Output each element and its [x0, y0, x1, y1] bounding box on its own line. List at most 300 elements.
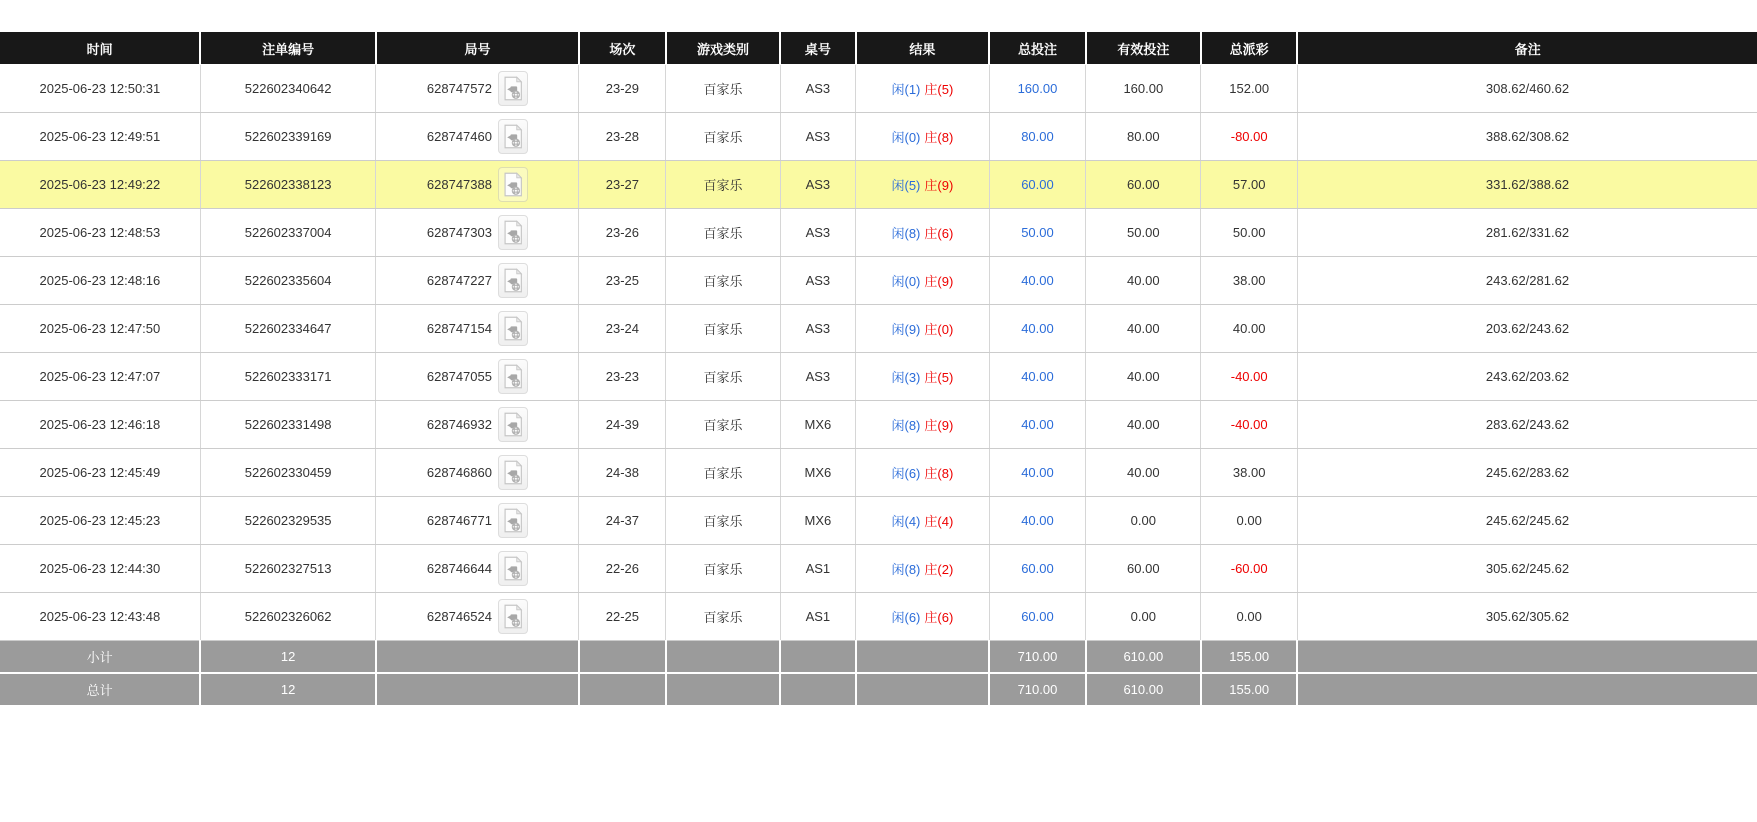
remark-value: 245.62/245.62: [1485, 513, 1570, 528]
table-number-label: MX6: [804, 513, 832, 528]
payout-value: -60.00: [1230, 561, 1268, 576]
game-type-label: 百家乐: [703, 370, 743, 385]
result-banker: 庄(9): [924, 274, 954, 289]
cell-game_type: [666, 65, 780, 113]
subtotal-row: [0, 641, 1757, 674]
cell-table_no: [780, 401, 856, 449]
bet-record-row[interactable]: [0, 65, 1757, 113]
payout-value: -40.00: [1230, 369, 1268, 384]
remark-value: 245.62/283.62: [1485, 465, 1570, 480]
total-bet-value: 40.00: [1021, 273, 1054, 288]
payout-value: 0.00: [1236, 609, 1262, 624]
table-footer: [0, 641, 1757, 707]
bet-record-row[interactable]: [0, 497, 1757, 545]
round-number: 628747572: [426, 81, 492, 96]
video-file-icon[interactable]: [498, 215, 528, 250]
game-type-label: 百家乐: [703, 466, 743, 481]
cell-bet_no: [200, 161, 376, 209]
cell-remark: [1297, 545, 1757, 593]
cell-result: [856, 353, 990, 401]
cell-game_type: [666, 497, 780, 545]
bet-number: 522602340642: [244, 81, 332, 96]
result-player: 闲(3): [891, 370, 921, 385]
cell-result: [856, 161, 990, 209]
round-cell: [427, 551, 528, 586]
payout-value: 38.00: [1232, 465, 1266, 480]
cell-payout: [1201, 449, 1298, 497]
cell-round_no: [376, 449, 579, 497]
total-row: [0, 673, 1757, 706]
game-type-label: 百家乐: [703, 562, 743, 577]
round-number: 628746524: [426, 609, 492, 624]
subtotal-row-payout: 155.00: [1201, 641, 1298, 674]
cell-bet_no: [200, 545, 376, 593]
bet-record-row[interactable]: [0, 161, 1757, 209]
cell-payout: [1201, 401, 1298, 449]
total-bet-value: 50.00: [1021, 225, 1054, 240]
total-bet-value: 60.00: [1021, 609, 1054, 624]
bet-time: 2025-06-23 12:49:51: [39, 129, 161, 144]
cell-total_bet: [989, 353, 1086, 401]
cell-bet_no: [200, 257, 376, 305]
result-player: 闲(8): [891, 562, 921, 577]
cell-table_no: [780, 65, 856, 113]
table-number-label: AS3: [805, 177, 831, 192]
cell-bet_no: [200, 353, 376, 401]
bet-record-row[interactable]: [0, 209, 1757, 257]
round-cell: [427, 167, 528, 202]
cell-time: [0, 161, 200, 209]
game-type-label: 百家乐: [703, 418, 743, 433]
bet-record-row[interactable]: [0, 113, 1757, 161]
total-bet-value: 40.00: [1021, 513, 1054, 528]
bet-time: 2025-06-23 12:47:50: [39, 321, 161, 336]
session-label: 23-29: [605, 81, 640, 96]
cell-result: [856, 209, 990, 257]
video-file-icon[interactable]: [498, 455, 528, 490]
bet-number: 522602334647: [244, 321, 332, 336]
result-player: 闲(1): [891, 82, 921, 97]
session-label: 24-37: [605, 513, 640, 528]
cell-game_type: [666, 545, 780, 593]
cell-game_type: [666, 449, 780, 497]
cell-round_no: [376, 305, 579, 353]
bet-number: 522602329535: [244, 513, 332, 528]
cell-time: [0, 305, 200, 353]
bet-record-row[interactable]: [0, 449, 1757, 497]
empty-cell: [666, 641, 780, 674]
game-type-label: 百家乐: [703, 178, 743, 193]
cell-bet_no: [200, 305, 376, 353]
cell-game_type: [666, 257, 780, 305]
result-player: 闲(8): [891, 226, 921, 241]
cell-total_bet: [989, 113, 1086, 161]
round-cell: [427, 215, 528, 250]
table-number-label: AS3: [805, 369, 831, 384]
cell-result: [856, 65, 990, 113]
video-file-icon[interactable]: [498, 599, 528, 634]
empty-cell: [376, 641, 579, 674]
bet-record-row[interactable]: [0, 257, 1757, 305]
cell-payout: [1201, 257, 1298, 305]
column-header-bet_no: 注单编号: [200, 32, 376, 65]
round-number: 628747460: [426, 129, 492, 144]
payout-value: -40.00: [1230, 417, 1268, 432]
cell-remark: [1297, 65, 1757, 113]
cell-payout: [1201, 545, 1298, 593]
table-number-label: AS3: [805, 129, 831, 144]
cell-payout: [1201, 497, 1298, 545]
cell-table_no: [780, 113, 856, 161]
round-cell: [427, 119, 528, 154]
result-player: 闲(4): [891, 514, 921, 529]
cell-session: [579, 353, 666, 401]
cell-time: [0, 449, 200, 497]
cell-session: [579, 401, 666, 449]
bet-time: 2025-06-23 12:45:23: [39, 513, 161, 528]
cell-payout: [1201, 161, 1298, 209]
cell-total_bet: [989, 401, 1086, 449]
total-bet-value: 40.00: [1021, 465, 1054, 480]
session-label: 23-24: [605, 321, 640, 336]
empty-cell: [780, 641, 856, 674]
round-number: 628746771: [426, 513, 492, 528]
game-type-label: 百家乐: [703, 274, 743, 289]
column-header-remark: 备注: [1297, 32, 1757, 65]
cell-table_no: [780, 161, 856, 209]
cell-total_bet: [989, 161, 1086, 209]
cell-total_bet: [989, 545, 1086, 593]
cell-payout: [1201, 65, 1298, 113]
video-file-icon[interactable]: [498, 407, 528, 442]
cell-game_type: [666, 305, 780, 353]
cell-round_no: [376, 593, 579, 641]
result-banker: 庄(8): [924, 466, 954, 481]
empty-cell: [666, 673, 780, 706]
round-number: 628746860: [426, 465, 492, 480]
cell-table_no: [780, 353, 856, 401]
cell-result: [856, 449, 990, 497]
table-number-label: AS3: [805, 81, 831, 96]
column-header-table_no: 桌号: [780, 32, 856, 65]
result-banker: 庄(8): [924, 130, 954, 145]
cell-remark: [1297, 593, 1757, 641]
column-header-payout: 总派彩: [1201, 32, 1298, 65]
empty-cell: [856, 641, 990, 674]
total-bet-value: 40.00: [1021, 417, 1054, 432]
bet-number: 522602338123: [244, 177, 332, 192]
session-label: 24-39: [605, 417, 640, 432]
result-banker: 庄(6): [924, 226, 954, 241]
bet-time: 2025-06-23 12:44:30: [39, 561, 161, 576]
remark-value: 305.62/305.62: [1485, 609, 1570, 624]
table-number-label: AS1: [805, 609, 831, 624]
empty-cell: [579, 673, 666, 706]
total-row-label: 总计: [0, 673, 200, 706]
cell-time: [0, 209, 200, 257]
bet-record-row[interactable]: [0, 545, 1757, 593]
cell-session: [579, 593, 666, 641]
cell-valid_bet: [1086, 497, 1201, 545]
valid-bet-value: 160.00: [1123, 81, 1164, 96]
cell-round_no: [376, 401, 579, 449]
cell-bet_no: [200, 113, 376, 161]
cell-session: [579, 545, 666, 593]
result-banker: 庄(9): [924, 418, 954, 433]
table-number-label: AS3: [805, 273, 831, 288]
cell-remark: [1297, 209, 1757, 257]
game-type-label: 百家乐: [703, 226, 743, 241]
payout-value: 0.00: [1236, 513, 1262, 528]
table-header: [0, 32, 1757, 65]
session-label: 23-23: [605, 369, 640, 384]
remark-value: 308.62/460.62: [1485, 81, 1570, 96]
total-bet-value: 80.00: [1021, 129, 1054, 144]
round-cell: [427, 71, 528, 106]
cell-table_no: [780, 305, 856, 353]
cell-remark: [1297, 113, 1757, 161]
payout-value: 57.00: [1232, 177, 1266, 192]
result-banker: 庄(2): [924, 562, 954, 577]
cell-total_bet: [989, 257, 1086, 305]
valid-bet-value: 50.00: [1127, 225, 1160, 240]
cell-result: [856, 545, 990, 593]
cell-result: [856, 113, 990, 161]
video-file-icon[interactable]: [498, 359, 528, 394]
column-header-time: 时间: [0, 32, 200, 65]
cell-game_type: [666, 353, 780, 401]
payout-value: -80.00: [1230, 129, 1268, 144]
remark-value: 331.62/388.62: [1485, 177, 1570, 192]
round-cell: [427, 503, 528, 538]
valid-bet-value: 60.00: [1127, 177, 1160, 192]
cell-round_no: [376, 497, 579, 545]
cell-result: [856, 497, 990, 545]
remark-value: 203.62/243.62: [1485, 321, 1570, 336]
subtotal-row-total-bet: 710.00: [989, 641, 1086, 674]
empty-cell: [376, 673, 579, 706]
cell-remark: [1297, 449, 1757, 497]
cell-session: [579, 65, 666, 113]
cell-result: [856, 305, 990, 353]
round-cell: [427, 407, 528, 442]
empty-cell: [1297, 673, 1757, 706]
cell-bet_no: [200, 593, 376, 641]
remark-value: 283.62/243.62: [1485, 417, 1570, 432]
cell-time: [0, 353, 200, 401]
bet-number: 522602333171: [244, 369, 332, 384]
valid-bet-value: 0.00: [1130, 513, 1156, 528]
bet-record-row[interactable]: [0, 305, 1757, 353]
total-row-total-bet: 710.00: [989, 673, 1086, 706]
result-player: 闲(6): [891, 466, 921, 481]
cell-remark: [1297, 161, 1757, 209]
cell-table_no: [780, 593, 856, 641]
empty-cell: [780, 673, 856, 706]
cell-result: [856, 257, 990, 305]
total-row-payout: 155.00: [1201, 673, 1298, 706]
video-file-icon[interactable]: [498, 167, 528, 202]
result-banker: 庄(5): [924, 370, 954, 385]
result-player: 闲(9): [891, 322, 921, 337]
result-player: 闲(0): [891, 130, 921, 145]
round-number: 628747055: [426, 369, 492, 384]
empty-cell: [579, 641, 666, 674]
subtotal-row-label: 小计: [0, 641, 200, 674]
video-file-icon[interactable]: [498, 119, 528, 154]
cell-payout: [1201, 593, 1298, 641]
valid-bet-value: 40.00: [1127, 321, 1160, 336]
cell-remark: [1297, 353, 1757, 401]
cell-valid_bet: [1086, 65, 1201, 113]
bet-record-row[interactable]: [0, 353, 1757, 401]
column-header-total_bet: 总投注: [989, 32, 1086, 65]
cell-payout: [1201, 305, 1298, 353]
video-file-icon[interactable]: [498, 263, 528, 298]
cell-game_type: [666, 209, 780, 257]
cell-time: [0, 65, 200, 113]
session-label: 23-27: [605, 177, 640, 192]
column-header-round_no: 局号: [376, 32, 579, 65]
bet-time: 2025-06-23 12:48:16: [39, 273, 161, 288]
cell-payout: [1201, 113, 1298, 161]
cell-payout: [1201, 209, 1298, 257]
cell-valid_bet: [1086, 401, 1201, 449]
cell-total_bet: [989, 305, 1086, 353]
cell-round_no: [376, 161, 579, 209]
cell-remark: [1297, 401, 1757, 449]
cell-game_type: [666, 593, 780, 641]
remark-value: 243.62/281.62: [1485, 273, 1570, 288]
cell-remark: [1297, 305, 1757, 353]
game-type-label: 百家乐: [703, 514, 743, 529]
game-type-label: 百家乐: [703, 610, 743, 625]
cell-result: [856, 593, 990, 641]
cell-table_no: [780, 257, 856, 305]
subtotal-row-count: 12: [200, 641, 376, 674]
total-bet-value: 60.00: [1021, 177, 1054, 192]
cell-valid_bet: [1086, 449, 1201, 497]
session-label: 22-25: [605, 609, 640, 624]
cell-round_no: [376, 353, 579, 401]
session-label: 23-28: [605, 129, 640, 144]
cell-bet_no: [200, 209, 376, 257]
cell-bet_no: [200, 401, 376, 449]
cell-time: [0, 113, 200, 161]
table-number-label: MX6: [804, 465, 832, 480]
bet-number: 522602327513: [244, 561, 332, 576]
round-number: 628747388: [426, 177, 492, 192]
cell-game_type: [666, 113, 780, 161]
cell-total_bet: [989, 209, 1086, 257]
result-banker: 庄(9): [924, 178, 954, 193]
bet-time: 2025-06-23 12:43:48: [39, 609, 161, 624]
cell-valid_bet: [1086, 545, 1201, 593]
bet-number: 522602326062: [244, 609, 332, 624]
cell-bet_no: [200, 449, 376, 497]
payout-value: 50.00: [1232, 225, 1266, 240]
table-number-label: MX6: [804, 417, 832, 432]
total-bet-value: 160.00: [1017, 81, 1058, 96]
cell-game_type: [666, 401, 780, 449]
valid-bet-value: 80.00: [1127, 129, 1160, 144]
cell-total_bet: [989, 65, 1086, 113]
cell-session: [579, 113, 666, 161]
round-number: 628747303: [426, 225, 492, 240]
cell-valid_bet: [1086, 209, 1201, 257]
bet-record-row[interactable]: [0, 593, 1757, 641]
bet-time: 2025-06-23 12:47:07: [39, 369, 161, 384]
betting-records-table: [0, 32, 1757, 707]
valid-bet-value: 40.00: [1127, 273, 1160, 288]
empty-cell: [1297, 641, 1757, 674]
result-banker: 庄(6): [924, 610, 954, 625]
bet-number: 522602337004: [244, 225, 332, 240]
cell-total_bet: [989, 449, 1086, 497]
bet-number: 522602330459: [244, 465, 332, 480]
total-bet-value: 40.00: [1021, 369, 1054, 384]
cell-session: [579, 257, 666, 305]
cell-valid_bet: [1086, 593, 1201, 641]
cell-total_bet: [989, 497, 1086, 545]
valid-bet-value: 40.00: [1127, 417, 1160, 432]
result-player: 闲(0): [891, 274, 921, 289]
session-label: 23-25: [605, 273, 640, 288]
video-file-icon[interactable]: [498, 311, 528, 346]
table-body: [0, 65, 1757, 641]
cell-bet_no: [200, 65, 376, 113]
result-player: 闲(5): [891, 178, 921, 193]
remark-value: 281.62/331.62: [1485, 225, 1570, 240]
payout-value: 152.00: [1229, 81, 1270, 96]
total-row-valid-bet: 610.00: [1086, 673, 1201, 706]
cell-table_no: [780, 497, 856, 545]
header-row: [0, 32, 1757, 65]
video-file-icon[interactable]: [498, 71, 528, 106]
round-number: 628747154: [426, 321, 492, 336]
cell-valid_bet: [1086, 161, 1201, 209]
table-number-label: AS3: [805, 321, 831, 336]
cell-round_no: [376, 65, 579, 113]
remark-value: 305.62/245.62: [1485, 561, 1570, 576]
result-player: 闲(6): [891, 610, 921, 625]
cell-time: [0, 545, 200, 593]
subtotal-row-valid-bet: 610.00: [1086, 641, 1201, 674]
session-label: 23-26: [605, 225, 640, 240]
session-label: 22-26: [605, 561, 640, 576]
cell-session: [579, 449, 666, 497]
valid-bet-value: 40.00: [1127, 465, 1160, 480]
session-label: 24-38: [605, 465, 640, 480]
cell-table_no: [780, 449, 856, 497]
bet-record-row[interactable]: [0, 401, 1757, 449]
cell-result: [856, 401, 990, 449]
game-type-label: 百家乐: [703, 82, 743, 97]
cell-valid_bet: [1086, 113, 1201, 161]
video-file-icon[interactable]: [498, 551, 528, 586]
payout-value: 40.00: [1232, 321, 1266, 336]
game-type-label: 百家乐: [703, 130, 743, 145]
round-number: 628747227: [426, 273, 492, 288]
cell-round_no: [376, 209, 579, 257]
cell-session: [579, 161, 666, 209]
valid-bet-value: 60.00: [1127, 561, 1160, 576]
cell-time: [0, 497, 200, 545]
cell-valid_bet: [1086, 353, 1201, 401]
total-bet-value: 60.00: [1021, 561, 1054, 576]
cell-session: [579, 305, 666, 353]
video-file-icon[interactable]: [498, 503, 528, 538]
